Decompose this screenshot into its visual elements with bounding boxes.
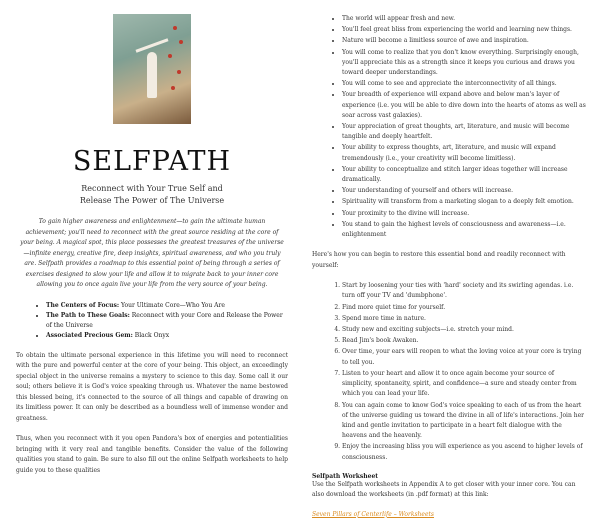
benefit-item: • Nature will become a limitless source of awe and inspiration. — [342, 36, 586, 46]
benefit-item: • Your proximity to the divine will increase. — [342, 209, 586, 219]
restore-intro: Here's how you can begin to restore this essential bond and readily reconnect with yourself: — [312, 251, 566, 269]
step-item: 8. You can again come to know God's voice speaking to each of us from the heart of the universe guiding us toward the divine in all of life's interactions. Join her kind and gentle invitation to participate in a heart felt dialogue with the heavens and the heavenly. — [342, 401, 586, 442]
benefit-item: • Your ability to express thoughts, art, literature, and music will expand tremendously (i.e., your creativity will become limitless). — [342, 143, 586, 163]
focus-item — [46, 301, 288, 311]
focus-label: Associated Precious Gem: — [46, 332, 133, 339]
benefit-item: • You stand to gain the highest levels of consciousness and awareness—i.e. enlightenment — [342, 220, 586, 240]
focus-label: The Centers of Focus: — [46, 301, 120, 309]
benefit-item: • You'll feel great bliss from experiencing the world and learning new things. — [342, 25, 586, 35]
cover-petal — [168, 54, 172, 58]
body-paragraph-1: To obtain the ultimate personal experience in this lifetime you will need to reconnect with the pure and powerful center at the core of your being. This object, an exceedingly special object in the universe remains a mystery to science to this day. Some call it our soul; others believe it is God's voice speaking through us. Whatever the name bestowed this blessed being, it's connected to the source of all things and capable of drawing on its limitless power. It can only be described as a boundless well of immense wonder and greatness. — [16, 351, 288, 422]
benefit-item: • The world will appear fresh and new. — [342, 14, 586, 24]
benefit-item: • Your understanding of yourself and others will increase. — [342, 186, 586, 196]
subtitle-line: Release The Power of The Universe — [79, 196, 225, 205]
intro-paragraph: To gain higher awareness and enlightenment—to gain the ultimate human achievement; you'll need to reconnect with the great source residing at the core of your being. A magical spot, this place possesses the greatest treasures of the universe—infinite energy, creative fire, deep insights, spiritual awareness, and who you truly are. Selfpath provides a roadmap to this essential point of being through a series of exercises designed to slow your life and allow it to migrate back to your inner core allowing you to once again live your life from the very source of your being. — [20, 218, 284, 288]
benefit-item: • Your ability to conceptualize and stitch larger ideas together will increase dramatically. — [342, 165, 586, 185]
benefits-list — [312, 14, 586, 240]
worksheet-text: Use the Selfpath worksheets in Appendix A to get closer with your inner core. You can also download the worksheets (in .pdf format) at this link: — [312, 480, 576, 499]
step-item: 3. Spend more time in nature. — [342, 314, 586, 324]
focus-list — [16, 301, 288, 341]
focus-text: Reconnect with your Core and Release the Power of the Universe — [46, 312, 283, 329]
benefit-item: • Your breadth of experience will expand above and below man's layer of experience (i.e. you will be able to dive down into the hearts of atoms as well as soar across vast galaxies). — [342, 90, 586, 121]
cover-petal — [179, 40, 183, 44]
page-title: SELFPATH — [72, 146, 232, 177]
step-item: 9. Enjoy the increasing bliss you will experience as you ascend to higher levels of consciousness. — [342, 442, 586, 462]
body-paragraph-2: Thus, when you reconnect with it you open Pandora's box of energies and potentialities bringing with it very real and tangible benefits. Consider the value of the following qualities you stand to gain. Be sure to also fill out the online Selfpath worksheets to help guide you to these qualities — [16, 435, 288, 474]
worksheet-heading: Selfpath Worksheet — [312, 472, 379, 480]
focus-label: The Path to These Goals: — [46, 312, 130, 319]
benefit-item: • Your appreciation of great thoughts, art, literature, and music will become tangible and deeply heartfelt. — [342, 122, 586, 142]
cover-image — [113, 14, 191, 124]
step-item: 5. Read Jim's book Awaken. — [342, 336, 586, 346]
focus-text: Your Ultimate Core—Who You Are — [119, 301, 225, 309]
cover-petal — [177, 70, 181, 74]
step-item: 4. Study new and exciting subjects—i.e. stretch your mind. — [342, 325, 586, 335]
benefit-item: • Spirituality will transform from a marketing slogan to a deeply felt emotion. — [342, 197, 586, 207]
cover-figure-arms — [136, 38, 169, 52]
focus-item — [46, 311, 288, 330]
benefit-item: • You will come to realize that you don't know everything. Surprisingly enough, you'll appreciate this as a strength since it keeps you curious and draws you toward deeper understandings. — [342, 48, 586, 79]
worksheet-link[interactable]: Seven Pillars of Centerlife – Worksheets — [312, 510, 435, 518]
step-item: 2. Find more quiet time for yourself. — [342, 303, 586, 313]
step-item: 7. Listen to your heart and allow it to once again become your source of simplicity, spontaneity, spirit, and confidence—a sure and steady center from which you can lead your life. — [342, 369, 586, 400]
subtitle-line: Reconnect with Your True Self and — [81, 184, 223, 193]
focus-text: Black Onyx — [132, 332, 170, 339]
cover-figure — [147, 52, 157, 98]
benefit-item: • You will come to see and appreciate the interconnectivity of all things. — [342, 79, 586, 89]
steps-list — [312, 281, 586, 462]
left-column — [16, 14, 288, 476]
focus-item — [46, 331, 288, 341]
subtitle — [16, 183, 288, 207]
right-column — [312, 14, 586, 520]
step-item: 6. Over time, your ears will reopen to what the loving voice at your core is trying to tell you. — [342, 347, 586, 367]
step-item: 1. Start by loosening your ties with 'hard' society and its swirling agendas. i.e. turn off your TV and 'dumbphone'. — [342, 281, 586, 301]
cover-petal — [171, 86, 175, 90]
cover-petal — [173, 26, 177, 30]
